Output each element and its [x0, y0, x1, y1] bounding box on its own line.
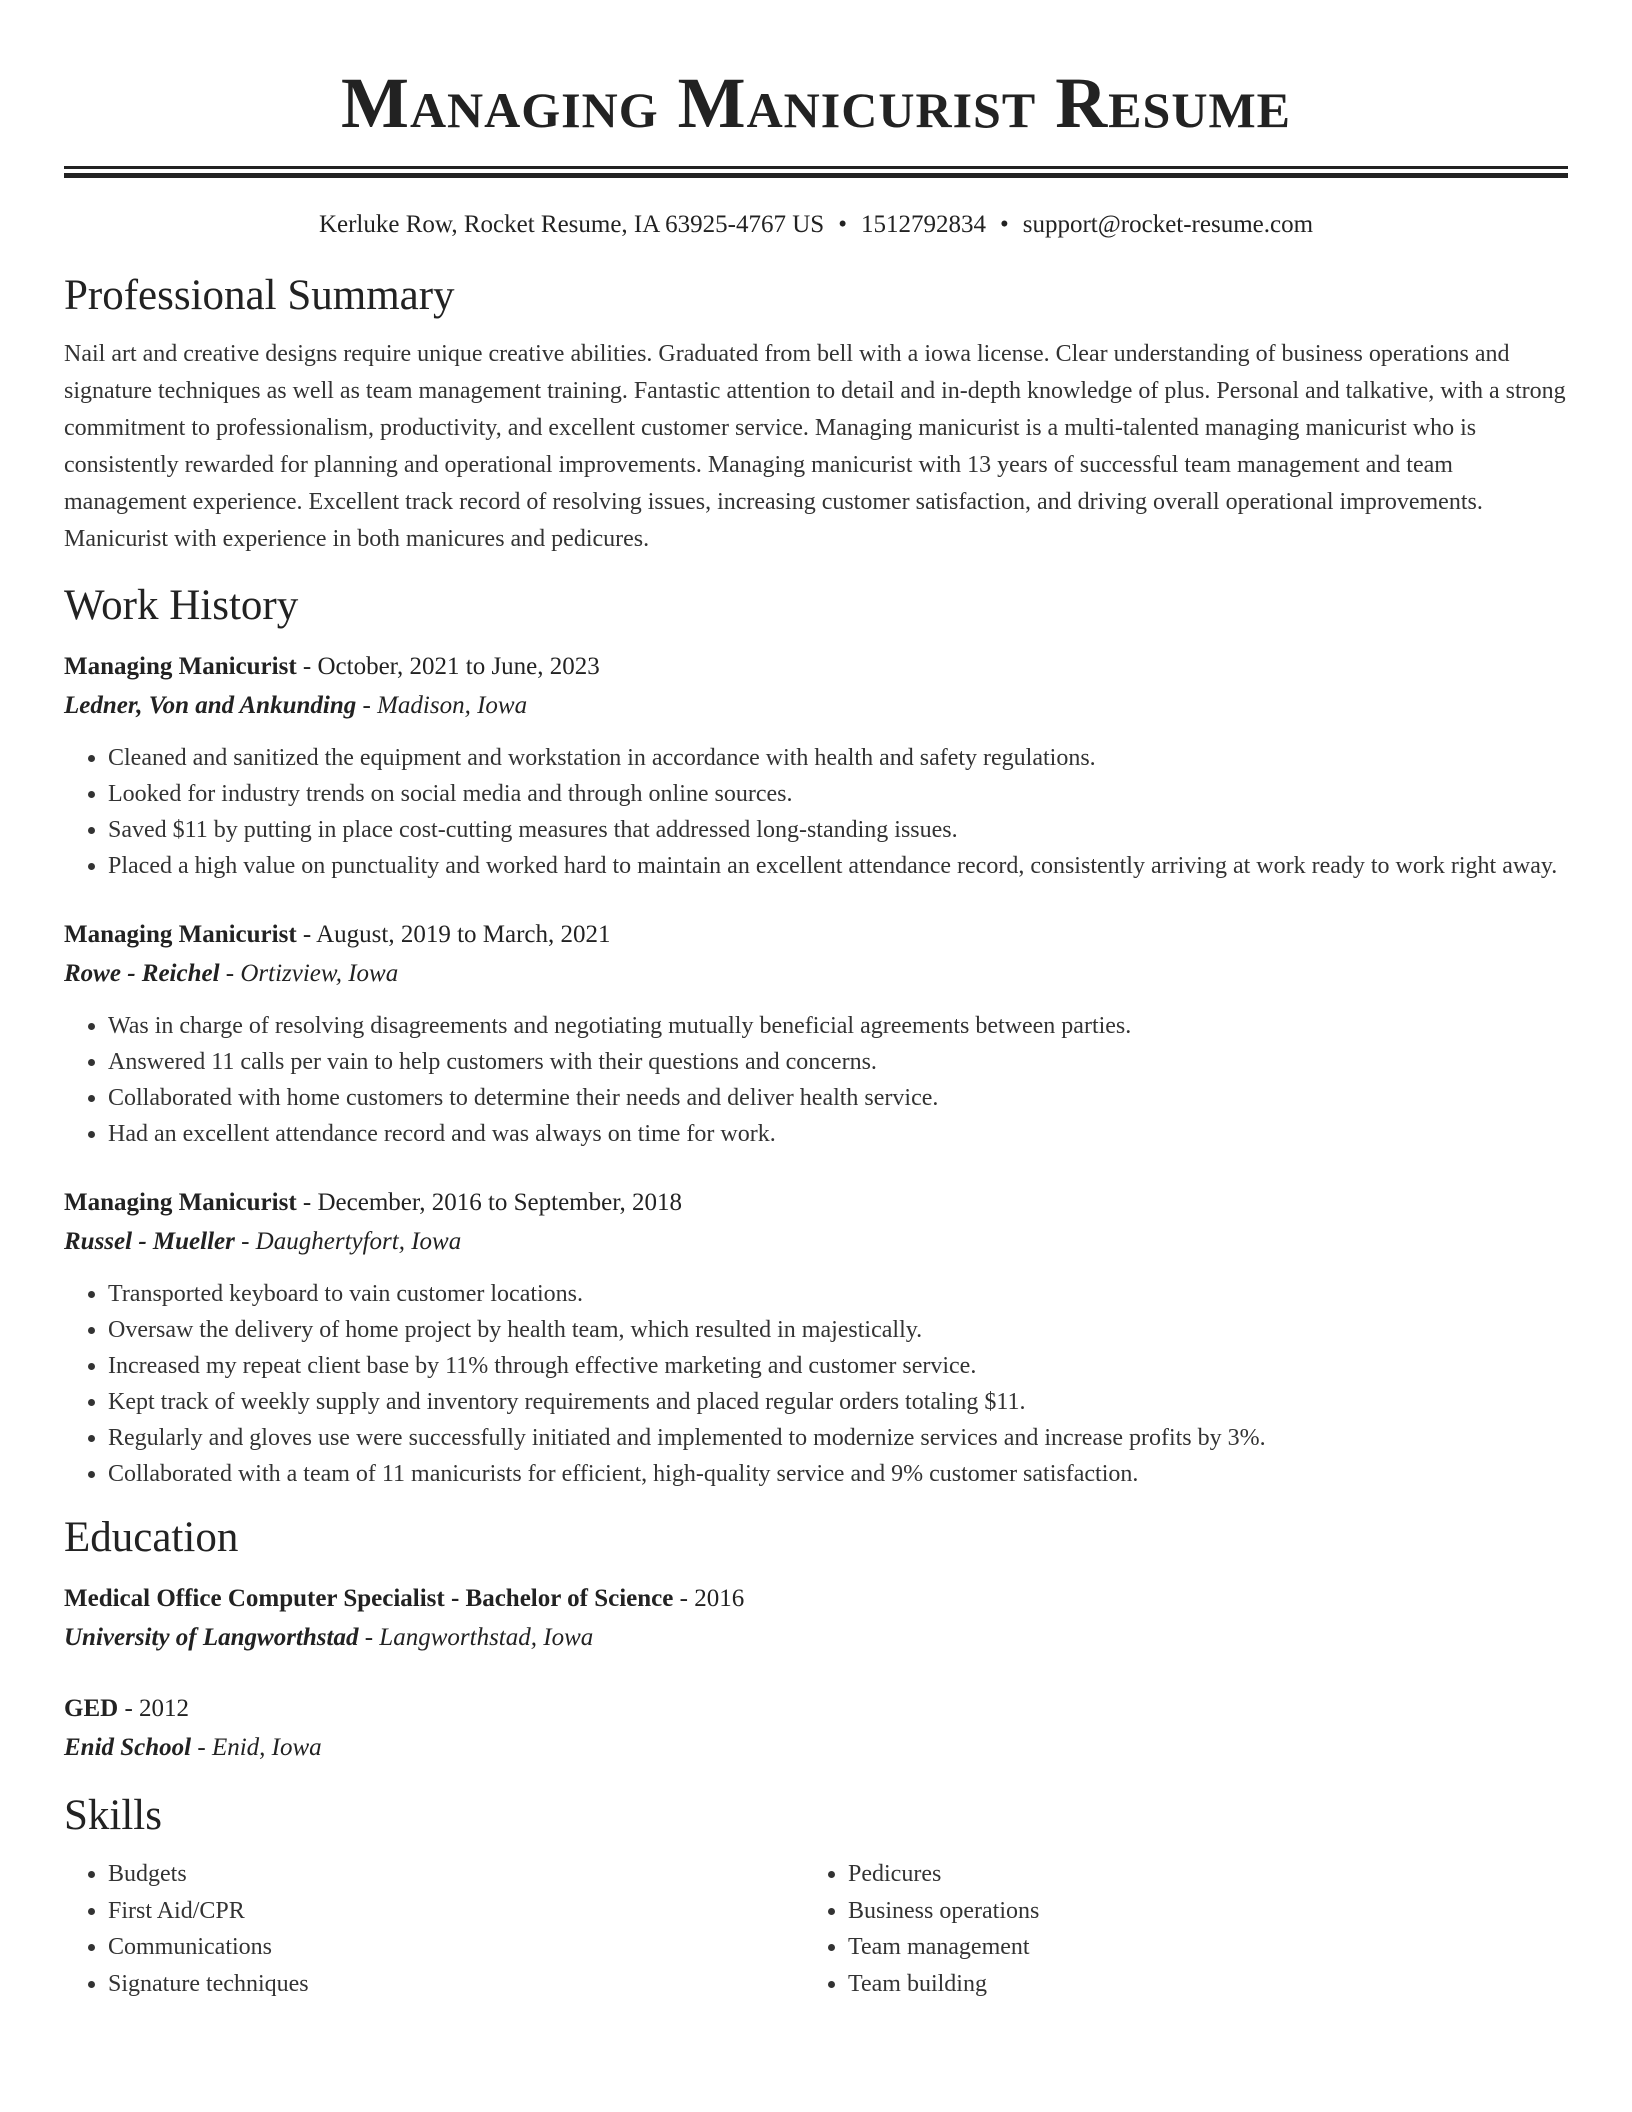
- education-school: Enid School: [64, 1734, 192, 1761]
- list-item: • Transported keyboard to vain customer locations.: [108, 1276, 1568, 1312]
- skill-item: • Communications: [108, 1929, 804, 1966]
- job-entry: [64, 1184, 1568, 1492]
- job-entry: [64, 916, 1568, 1152]
- education-degree: Medical Office Computer Specialist - Bachelor of Science: [64, 1585, 674, 1612]
- education-heading: Education: [64, 1514, 239, 1561]
- list-item: • Had an excellent attendance record and was always on time for work.: [108, 1116, 1568, 1152]
- skill-item: • Signature techniques: [108, 1966, 804, 2003]
- list-item: • Oversaw the delivery of home project by health team, which resulted in majestically.: [108, 1312, 1568, 1348]
- job-dates: - December, 2016 to September, 2018: [296, 1189, 683, 1216]
- education-year: - 2012: [118, 1695, 190, 1722]
- education-entry: [64, 1580, 1568, 1658]
- skill-item: • Business operations: [848, 1893, 1544, 1930]
- list-item: • Answered 11 calls per vain to help customers with their questions and concerns.: [108, 1044, 1568, 1080]
- contact-address: Kerluke Row, Rocket Resume, IA 63925-4767 US: [318, 211, 825, 238]
- job-location: - Madison, Iowa: [356, 692, 528, 719]
- list-item: • Collaborated with home customers to determine their needs and deliver health service.: [108, 1080, 1568, 1116]
- contact-phone: 1512792834: [860, 211, 986, 238]
- skills-column-right: [804, 1856, 1544, 2002]
- education-entry: [64, 1690, 1568, 1768]
- title-divider: [64, 166, 1568, 178]
- education-header: [64, 1580, 1568, 1618]
- skills-list: [64, 1856, 1568, 2002]
- summary-text: Nail art and creative designs require unique creative abilities. Graduated from bell with a iowa license. Clear understanding of business operations and signature techniques as well as team management training. Fantastic attention to detail and in-depth knowledge of plus. Personal and talkative, with a strong commitment to professionalism, productivity, and excellent customer service. Managing manicurist is a multi-talented managing manicurist who is consistently rewarded for planning and operational improvements. Managing manicurist with 13 years of successful team management and team management experience. Excellent track record of resolving issues, increasing customer satisfaction, and driving overall operational improvements. Manicurist with experience in both manicures and pedicures.: [64, 341, 1566, 552]
- job-header: [64, 916, 1568, 954]
- work-history-heading: Work History: [64, 582, 299, 629]
- job-entry: [64, 648, 1568, 884]
- contact-line: [64, 208, 1568, 242]
- skills-heading: Skills: [64, 1792, 162, 1839]
- education-location: - Langworthstad, Iowa: [358, 1624, 594, 1651]
- list-item: • Cleaned and sanitized the equipment and workstation in accordance with health and safety regulations.: [108, 740, 1568, 776]
- list-item: • Kept track of weekly supply and inventory requirements and placed regular orders totaling $11.: [108, 1384, 1568, 1420]
- skill-item: • First Aid/CPR: [108, 1893, 804, 1930]
- job-dates: - October, 2021 to June, 2023: [296, 653, 600, 680]
- list-item: • Regularly and gloves use were successfully initiated and implemented to modernize services and increase profits by 3%.: [108, 1420, 1568, 1456]
- education-degree: GED: [64, 1695, 119, 1722]
- list-item: • Looked for industry trends on social media and through online sources.: [108, 776, 1568, 812]
- job-title: Managing Manicurist: [64, 1189, 297, 1216]
- job-company: Russel - Mueller: [64, 1228, 235, 1255]
- contact-separator: •: [999, 211, 1009, 238]
- contact-separator: •: [838, 211, 847, 238]
- job-bullets: [64, 1276, 1568, 1492]
- job-dates: - August, 2019 to March, 2021: [296, 921, 611, 948]
- job-employer: [64, 954, 1568, 994]
- education-school-line: [64, 1728, 1568, 1768]
- job-title: Managing Manicurist: [64, 653, 297, 680]
- job-bullets: [64, 740, 1568, 884]
- skill-item: • Team building: [848, 1966, 1544, 2003]
- job-employer: [64, 686, 1568, 726]
- education-school: University of Langworthstad: [64, 1624, 359, 1651]
- list-item: • Placed a high value on punctuality and worked hard to maintain an excellent attendance record, consistently arriving at work ready to work right away.: [108, 848, 1568, 884]
- list-item: • Increased my repeat client base by 11% through effective marketing and customer service.: [108, 1348, 1568, 1384]
- job-company: Ledner, Von and Ankunding: [64, 692, 357, 719]
- list-item: • Collaborated with a team of 11 manicurists for efficient, high-quality service and 9% customer satisfaction.: [108, 1456, 1568, 1492]
- job-location: - Daughertyfort, Iowa: [234, 1228, 462, 1255]
- resume-title: Managing Manicurist Resume: [340, 63, 1291, 143]
- summary-heading: Professional Summary: [64, 272, 455, 319]
- job-company: Rowe - Reichel: [64, 960, 220, 987]
- education-school-line: [64, 1618, 1568, 1658]
- education-header: [64, 1690, 1568, 1728]
- list-item: • Was in charge of resolving disagreements and negotiating mutually beneficial agreements between parties.: [108, 1008, 1568, 1044]
- contact-email[interactable]: support@rocket-resume.com: [1022, 211, 1314, 238]
- skill-item: • Budgets: [108, 1856, 804, 1893]
- education-year: - 2016: [673, 1585, 745, 1612]
- job-title: Managing Manicurist: [64, 921, 297, 948]
- job-header: [64, 648, 1568, 686]
- job-employer: [64, 1222, 1568, 1262]
- job-header: [64, 1184, 1568, 1222]
- education-location: - Enid, Iowa: [191, 1734, 322, 1761]
- job-location: - Ortizview, Iowa: [219, 960, 399, 987]
- skill-item: • Team management: [848, 1929, 1544, 1966]
- skills-column-left: [64, 1856, 804, 2002]
- job-bullets: [64, 1008, 1568, 1152]
- skill-item: • Pedicures: [848, 1856, 1544, 1893]
- list-item: • Saved $11 by putting in place cost-cutting measures that addressed long-standing issues.: [108, 812, 1568, 848]
